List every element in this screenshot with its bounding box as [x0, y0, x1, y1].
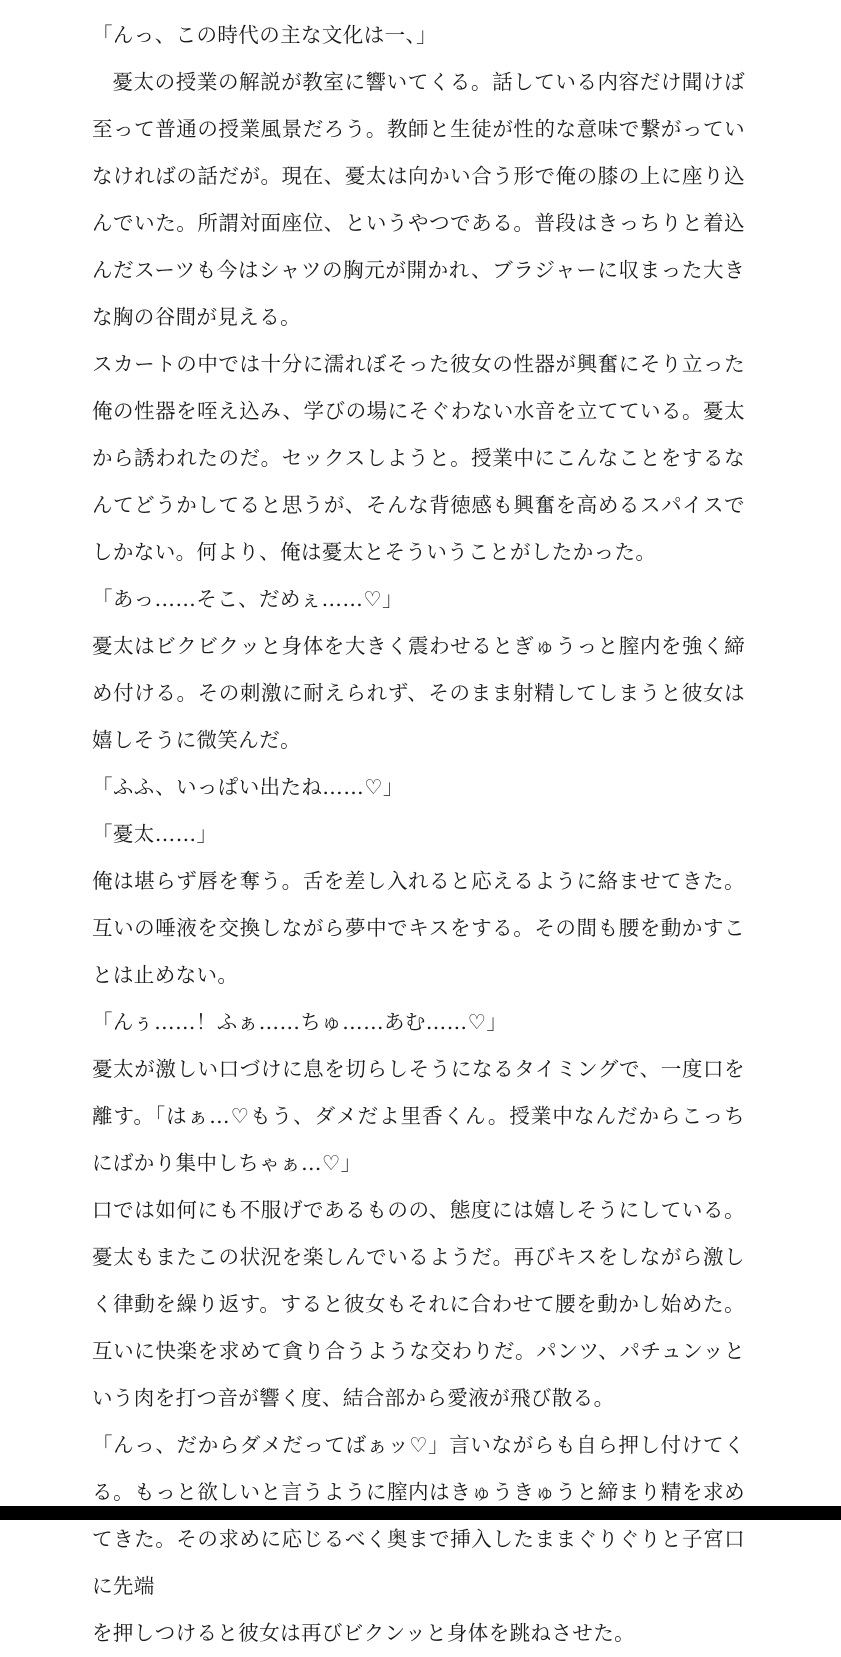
paragraph: 「あっ……そこ、だめぇ……♡」	[92, 587, 403, 611]
paragraph: 「んっ、だからダメだってばぁッ♡」言いながらも自ら押し付けてくる。もっと欲しいと言うように膣内はきゅうきゅうと締まり精を求めてきた。その求めに応じるべく奥まで挿入したままぐりぐりと子宮口に先端	[92, 1433, 745, 1598]
paragraph: 口では如何にも不服げであるものの、態度には嬉しそうにしている。憂太もまたこの状況を楽しんでいるようだ。再びキスをしながら激しく律動を繰り返す。すると彼女もそれに合わせて腰を動かし始めた。互いに快楽を求めて貪り合うような交わりだ。パンツ、パチュンッという肉を打つ音が響く度、結合部から愛液が飛び散る。	[92, 1198, 745, 1410]
paragraph: 俺は堪らず唇を奪う。舌を差し入れると応えるように絡ませてきた。互いの唾液を交換しながら夢中でキスをする。その間も腰を動かすことは止めない。	[92, 869, 745, 987]
paragraph: 憂太はビクビクッと身体を大きく震わせるとぎゅうっと膣内を強く締め付ける。その刺激に耐えられず、そのまま射精してしまうと彼女は嬉しそうに微笑んだ。	[92, 634, 745, 752]
paragraph-clipped: を押しつけると彼女は再びビクンッと身体を跳ねさせた。	[92, 1621, 635, 1645]
paragraph: 「んぅ……！ふぁ……ちゅ……あむ……♡」	[92, 1010, 508, 1034]
paragraph: 憂太の授業の解説が教室に響いてくる。話している内容だけ聞けば至って普通の授業風景だろう。教師と生徒が性的な意味で繋がっていなければの話だが。現在、憂太は向かい合う形で俺の膝の上に座り込んでいた。所謂対面座位、というやつである。普段はきっちりと着込んだスーツも今はシャツの胸元が開かれ、ブラジャーに収まった大きな胸の谷間が見える。	[92, 70, 745, 329]
paragraph: 「憂太……」	[92, 822, 218, 846]
page-bottom-bar	[0, 1506, 841, 1520]
paragraph: 「んっ、この時代の主な文化は一、」	[92, 23, 438, 47]
paragraph: 憂太が激しい口づけに息を切らしそうになるタイミングで、一度口を離す。「はぁ…♡もう、ダメだよ里香くん。授業中なんだからこっちにばかり集中しちゃぁ…♡」	[92, 1057, 745, 1175]
paragraph: 「ふふ、いっぱい出たね……♡」	[92, 775, 404, 799]
document-body	[92, 12, 745, 1657]
paragraph: スカートの中では十分に濡れぼそった彼女の性器が興奮にそり立った俺の性器を咥え込み、学びの場にそぐわない水音を立てている。憂太から誘われたのだ。セックスしようと。授業中にこんなことをするなんてどうかしてると思うが、そんな背徳感も興奮を高めるスパイスでしかない。何より、俺は憂太とそういうことがしたかった。	[92, 352, 745, 564]
